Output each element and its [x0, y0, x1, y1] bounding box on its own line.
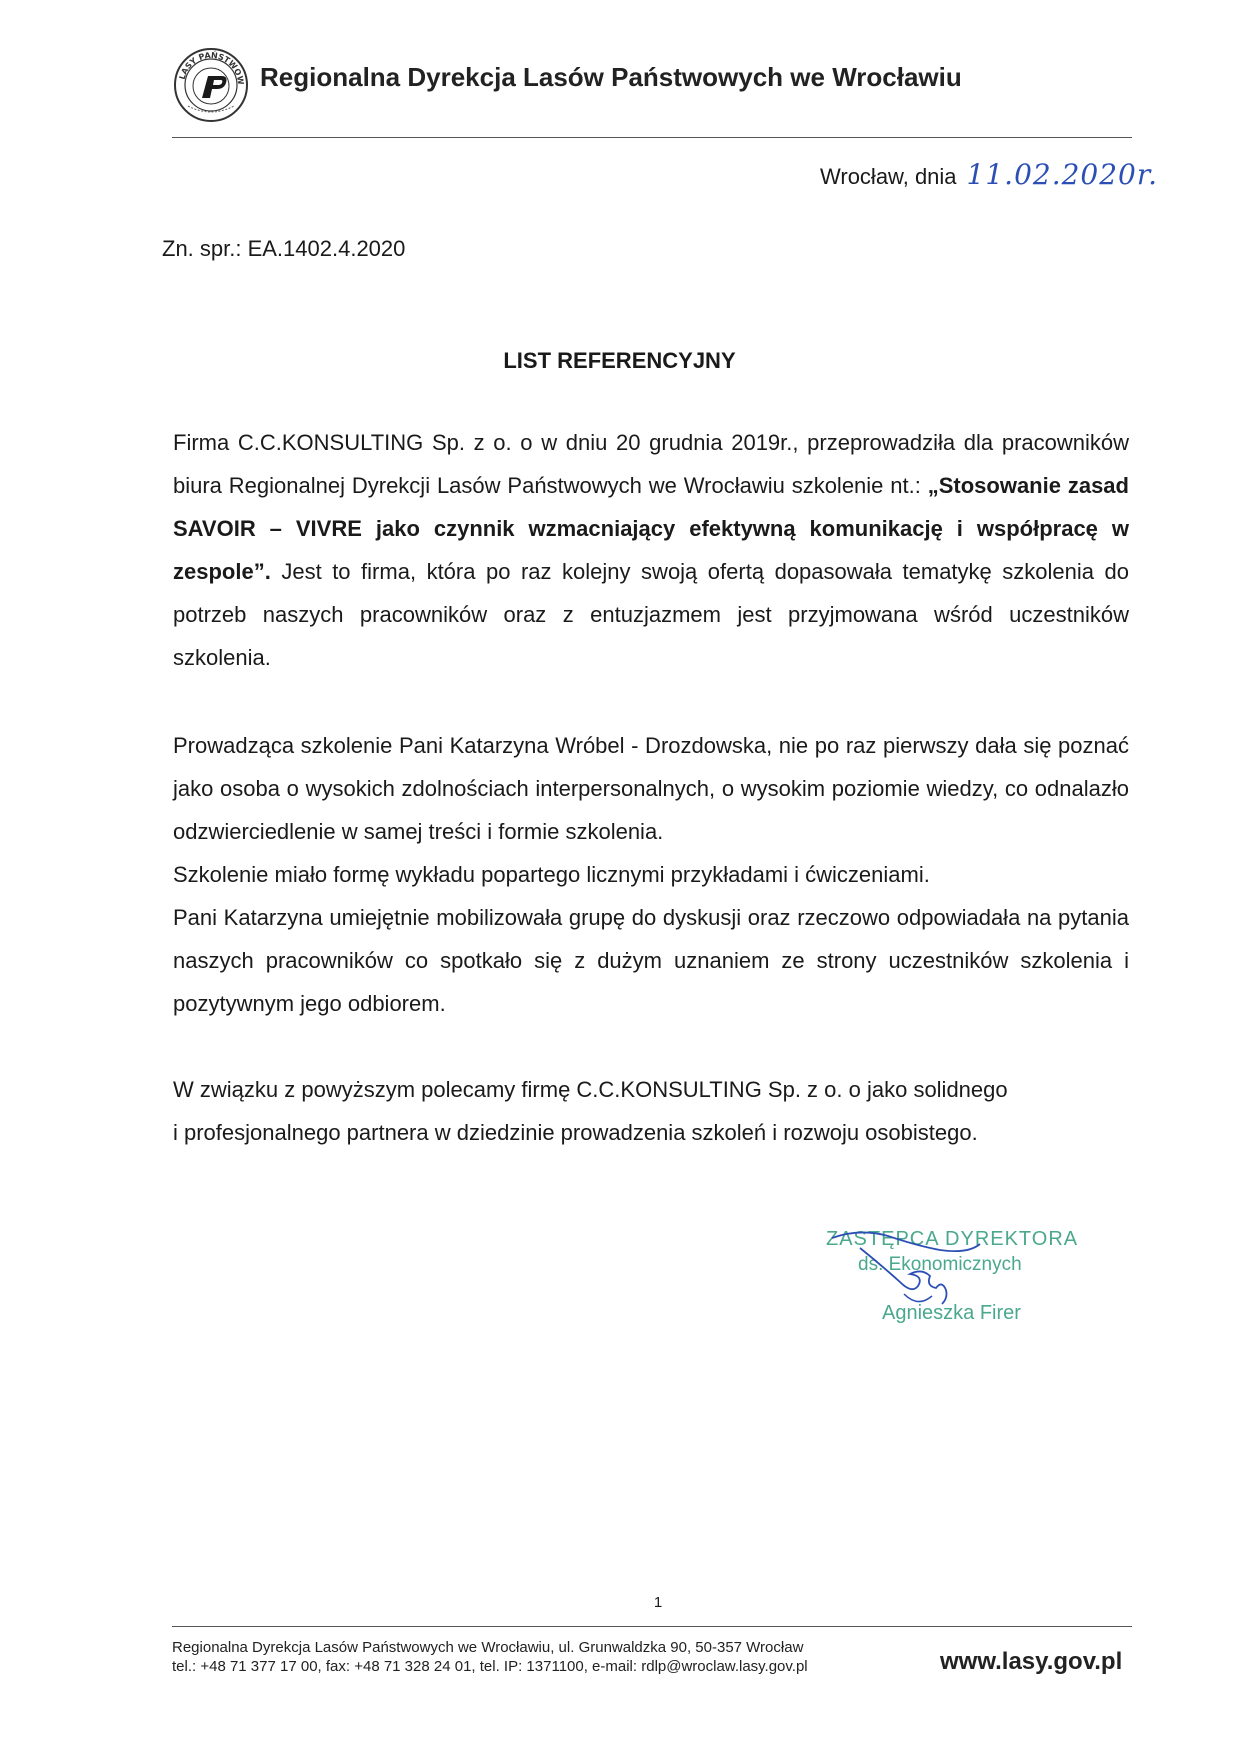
official-stamp: [800, 1224, 1100, 1334]
footer-address: [172, 1638, 808, 1676]
p2-trainer: Prowadząca szkolenie Pani Katarzyna Wróbel - Drozdowska, nie po raz pierwszy dała się poznać jako osoba o wysokich zdolnościach interpersonalnych, o wysokim poziomie wiedzy, co odnalazło odzwierciedlenie w samej treści i formie szkolenia.: [173, 733, 1129, 844]
date-line: [820, 158, 1158, 191]
p1-continuation: Jest to firma, która po raz kolejny swoją ofertą dopasowała tematykę szkolenia do potrzeb naszych pracowników oraz z entuzjazmem jest przyjmowana wśród uczestników szkolenia.: [173, 559, 1129, 670]
reference-number: Zn. spr.: EA.1402.4.2020: [162, 236, 406, 261]
header-divider: [172, 137, 1132, 138]
logo-text: LASY PAŃSTWOW: [177, 50, 246, 86]
date-label: Wrocław, dnia: [820, 164, 957, 189]
stamp-position: ZASTĘPCA DYREKTORA: [826, 1228, 1079, 1250]
page-number: 1: [653, 1594, 663, 1611]
p3-line2: i profesjonalnego partnera w dziedzinie prowadzenia szkoleń i rozwoju osobistego.: [173, 1120, 978, 1145]
footer-address-line2: tel.: +48 71 377 17 00, fax: +48 71 328 24 01, tel. IP: 1371100, e-mail: rdlp@wroclaw.lasy.gov.pl: [172, 1658, 808, 1675]
organization-name: Regionalna Dyrekcja Lasów Państwowych we Wrocławiu: [260, 62, 962, 92]
paragraph-2: [173, 724, 1129, 1025]
training-topic: „Stosowanie zasad SAVOIR – VIVRE jako czynnik wzmacniający efektywną komunikację i współpracę w zespole”.: [173, 473, 1129, 584]
p2-form: Szkolenie miało formę wykładu popartego licznymi przykładami i ćwiczeniami.: [173, 862, 930, 887]
footer-address-line1: Regionalna Dyrekcja Lasów Państwowych we Wrocławiu, ul. Grunwaldzka 90, 50-357 Wrocław: [172, 1639, 804, 1656]
footer-website-link[interactable]: www.lasy.gov.pl: [940, 1648, 1123, 1675]
p1-intro: Firma C.C.KONSULTING Sp. z o. o w dniu 20 grudnia 2019r., przeprowadziła dla pracowników biura Regionalnej Dyrekcji Lasów Państwowych we Wrocławiu szkolenie nt.:: [173, 430, 1129, 498]
p2-engagement: Pani Katarzyna umiejętnie mobilizowała grupę do dyskusji oraz rzeczowo odpowiadała na pytania naszych pracowników co spotkało się z dużym uznaniem ze strony uczestników szkolenia i pozytywnym jego odbiorem.: [173, 905, 1129, 1016]
paragraph-3: [173, 1068, 1129, 1154]
document-title: LIST REFERENCYJNY: [503, 348, 736, 373]
stamp-signatory-name: Agnieszka Firer: [882, 1302, 1021, 1324]
footer-divider: [172, 1626, 1132, 1627]
handwritten-signature: [800, 1224, 1100, 1334]
p3-line1: W związku z powyższym polecamy firmę C.C.KONSULTING Sp. z o. o jako solidnego: [173, 1077, 1008, 1102]
stamp-department: ds. Ekonomicznych: [858, 1254, 1022, 1275]
paragraph-1: [173, 421, 1129, 679]
handwritten-date: 11.02.2020r.: [966, 158, 1159, 191]
lasy-panstwowe-logo-icon: [172, 46, 250, 124]
